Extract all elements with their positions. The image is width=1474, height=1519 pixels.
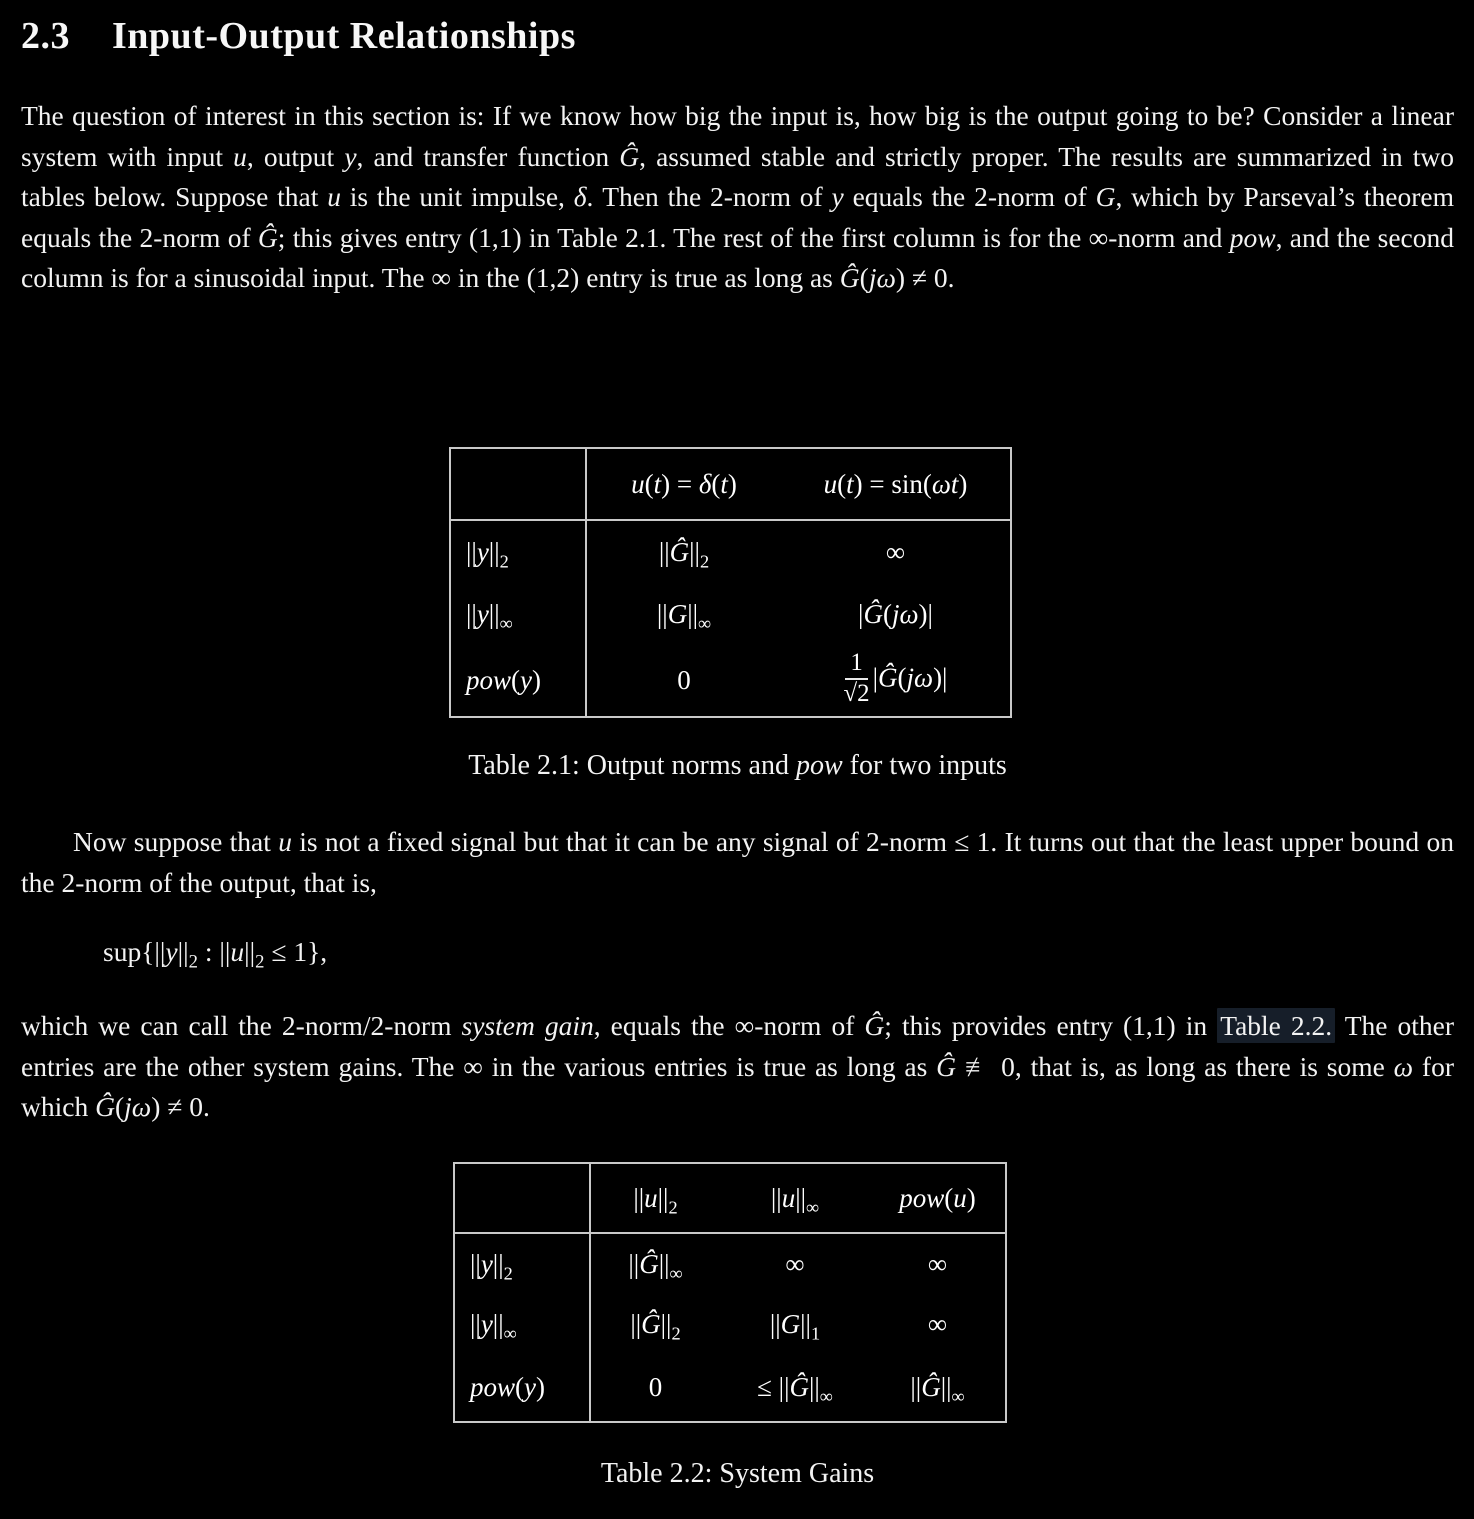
table-cell: $||Ĝ||_\infty$ bbox=[628, 1248, 683, 1283]
table-2-1-col-header: u(t) = δ(t) bbox=[586, 448, 781, 520]
display-equation-sup-norm: $sup\{||y||_2$ : $||u||_2 \le 1$}, bbox=[103, 936, 328, 973]
table-cell: ≤ $||Ĝ||_\infty$ bbox=[757, 1372, 833, 1407]
section-title: Input-Output Relationships bbox=[112, 15, 576, 57]
paragraph-now-suppose: Now suppose that u is not a fixed signal but that it can be any signal of 2-norm ≤ 1. It turns out that the least upper bound on the 2-norm of the output, that is, bbox=[21, 826, 1454, 898]
table-cell: $||Ĝ||_2$ bbox=[658, 536, 710, 571]
row-label: pow(y) bbox=[454, 1354, 590, 1422]
table-row bbox=[450, 583, 1011, 645]
table-2-2 bbox=[453, 1162, 1007, 1423]
table-2-2-col-header: pow(u) bbox=[870, 1163, 1006, 1233]
table-row bbox=[450, 645, 1011, 717]
table-cell: $\frac{1}{√2}$ |Ĝ(jω)| bbox=[843, 649, 948, 707]
paragraph-system-gain: which we can call the 2-norm/2-norm system gain, equals the ∞-norm of Ĝ; this provides entry (1,1) in Table 2.2. The other entries are the other system gains. The ∞ in the various entries is true as long as Ĝ ≢ 0, that is, as long as there is some ω for which Ĝ(jω) ≠ 0. bbox=[21, 1010, 1454, 1123]
table-cell: $||Ĝ||_2$ bbox=[630, 1308, 681, 1343]
table-2-2-corner-cell bbox=[454, 1163, 590, 1233]
table-cell: $||G||_1$ bbox=[769, 1308, 821, 1343]
table-cell: $||G||_\infty$ bbox=[656, 598, 712, 633]
table-2-1-col-header: u(t) = sin(ωt) bbox=[781, 448, 1011, 520]
row-label: $||y||_\infty$ bbox=[454, 1294, 590, 1354]
table-2-1-header-row bbox=[450, 448, 1011, 520]
table-cell: ∞ bbox=[885, 536, 906, 567]
table-2-1 bbox=[449, 447, 1012, 718]
row-label: $||y||_2$ bbox=[450, 520, 586, 583]
table-cell: 0 bbox=[648, 1372, 663, 1402]
table-2-1-caption: Table 2.1: Output norms and pow for two inputs bbox=[468, 750, 1007, 781]
paragraph-intro: The question of interest in this section is: If we know how big the input is, how big is the output going to be? Consider a linear system with input u, output y, and transfer function Ĝ, assumed stable and strictly proper. The results are summarized in two tables below. Suppose that u is the unit impulse, δ. Then the 2-norm of y equals the 2-norm of G, which by Parseval’s theorem equals the 2-norm of Ĝ; this gives entry (1,1) in Table 2.1. The rest of the first column is for the ∞-norm and pow, and the second column is for a sinusoidal input. The ∞ in the (1,2) entry is true as long as Ĝ(jω) ≠ 0. bbox=[21, 100, 1455, 294]
table-row bbox=[454, 1294, 1006, 1354]
table-2-2-col-header: $||u||_\infty$ bbox=[720, 1163, 870, 1233]
table-cell: ∞ bbox=[927, 1308, 948, 1339]
row-label: pow(y) bbox=[450, 645, 586, 717]
table-row bbox=[450, 520, 1011, 583]
row-label: $||y||_\infty$ bbox=[450, 583, 586, 645]
table-2-1-corner-cell bbox=[450, 448, 586, 520]
table-cell: $||Ĝ||_\infty$ bbox=[910, 1372, 965, 1407]
table-2-2-caption: Table 2.2: System Gains bbox=[600, 1458, 875, 1489]
table-2-2-header-row bbox=[454, 1163, 1006, 1233]
section-number: 2.3 bbox=[21, 15, 70, 57]
table-row bbox=[454, 1354, 1006, 1422]
table-row bbox=[454, 1233, 1006, 1294]
table-cell: 0 bbox=[677, 665, 691, 695]
section-heading bbox=[21, 14, 576, 58]
table-2-2-col-header: $||u||_2$ bbox=[590, 1163, 720, 1233]
table-cell: ∞ bbox=[785, 1248, 805, 1279]
table-cell: ∞ bbox=[927, 1248, 948, 1279]
table-cell: |Ĝ(jω)| bbox=[858, 598, 933, 629]
row-label: $||y||_2$ bbox=[454, 1233, 590, 1294]
